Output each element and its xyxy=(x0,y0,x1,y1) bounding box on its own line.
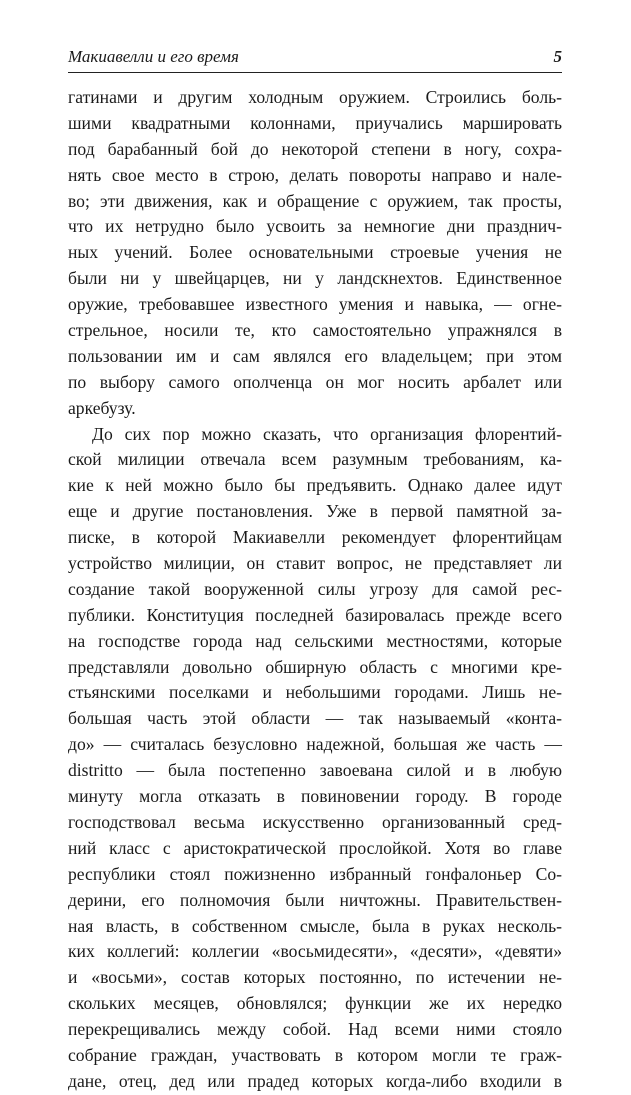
text-line: были ни у швейцарцев, ни у ландскнехтов. Единственное xyxy=(68,268,562,289)
text-line: собрание граждан, участвовать в котором могли те граж- xyxy=(68,1044,562,1065)
paragraph-start-line: До сих пор можно сказать, что организация флорентий- xyxy=(92,423,562,444)
text-line: республики стоял пожизненно избранный гонфалоньер Со- xyxy=(68,863,562,884)
page-number: 5 xyxy=(553,47,562,66)
text-line: публики. Конституция последней базировалась прежде всего xyxy=(68,604,562,625)
text-line: писке, в которой Макиавелли рекомендует флорентийцам xyxy=(68,527,562,548)
text-line: шими квадратными колоннами, приучались маршировать xyxy=(68,112,562,133)
text-line: distritto — была постепенно завоевана силой и в любую xyxy=(68,760,562,781)
text-line: нять свое место в строю, делать повороты направо и нале- xyxy=(68,164,562,185)
text-line: ких коллегий: коллегии «восьмидесяти», «десяти», «девяти» xyxy=(68,941,562,962)
text-line: до» — считалась безусловно надежной, большая же часть — xyxy=(68,734,562,755)
text-line: что их нетрудно было усвоить за немногие дни празднич- xyxy=(68,216,562,237)
text-line: минуту могла отказать в повиновении городу. В городе xyxy=(68,786,562,807)
text-line: ная власть, в собственном смысле, была в руках несколь- xyxy=(68,915,562,936)
book-page xyxy=(68,46,562,1095)
text-line: скольких месяцев, обновлялся; функции же их нередко xyxy=(68,993,562,1014)
text-line: кие к ней можно было бы предъявить. Однако далее идут xyxy=(68,475,562,496)
text-line: пользовании им и сам являлся его владельцем; при этом xyxy=(68,345,562,366)
text-line: во; эти движения, как и обращение с оружием, так просты, xyxy=(68,190,562,211)
text-line: создание такой вооруженной силы угрозу для самой рес- xyxy=(68,578,562,599)
text-line: ний класс с аристократической прослойкой. Хотя во главе xyxy=(68,837,562,858)
text-line: под барабанный бой до некоторой степени в ногу, сохра- xyxy=(68,138,562,159)
text-line: ных учений. Более основательными строевые учения не xyxy=(68,242,562,263)
text-line: перекрещивались между собой. Над всеми ними стояло xyxy=(68,1019,562,1040)
text-line: ской милиции отвечала всем разумным требованиям, ка- xyxy=(68,449,562,470)
text-line: господствовал весьма искусственно организованный сред- xyxy=(68,811,562,832)
text-line: устройство милиции, он ставит вопрос, не представляет ли xyxy=(68,553,562,574)
text-line: большая часть этой области — так называемый «конта- xyxy=(68,708,562,729)
text-line: дерини, его полномочия были ничтожны. Правительствен- xyxy=(68,889,562,910)
text-line: представляли довольно обширную область с многими кре- xyxy=(68,656,562,677)
text-line: гатинами и другим холодным оружием. Строились боль- xyxy=(68,87,562,107)
text-line: стрельное, носили те, кто самостоятельно упражнялся в xyxy=(68,320,562,341)
body-text xyxy=(68,85,562,1095)
text-line: дане, отец, дед или прадед которых когда-либо входили в xyxy=(68,1070,562,1091)
running-title: Макиавелли и его время xyxy=(68,47,239,66)
text-line: по выбору самого ополченца он мог носить арбалет или xyxy=(68,371,562,392)
text-line: стьянскими поселками и небольшими городами. Лишь не- xyxy=(68,682,562,703)
text-line: еще и другие постановления. Уже в первой памятной за- xyxy=(68,501,562,522)
text-line: и «восьми», состав которых постоянно, по истечении не- xyxy=(68,967,562,988)
text-line: на господстве города над сельскими местностями, которые xyxy=(68,630,562,651)
text-line: оружие, требовавшее известного умения и навыка, — огне- xyxy=(68,294,562,315)
running-head xyxy=(68,46,562,73)
text-line: аркебузу. xyxy=(68,397,136,418)
